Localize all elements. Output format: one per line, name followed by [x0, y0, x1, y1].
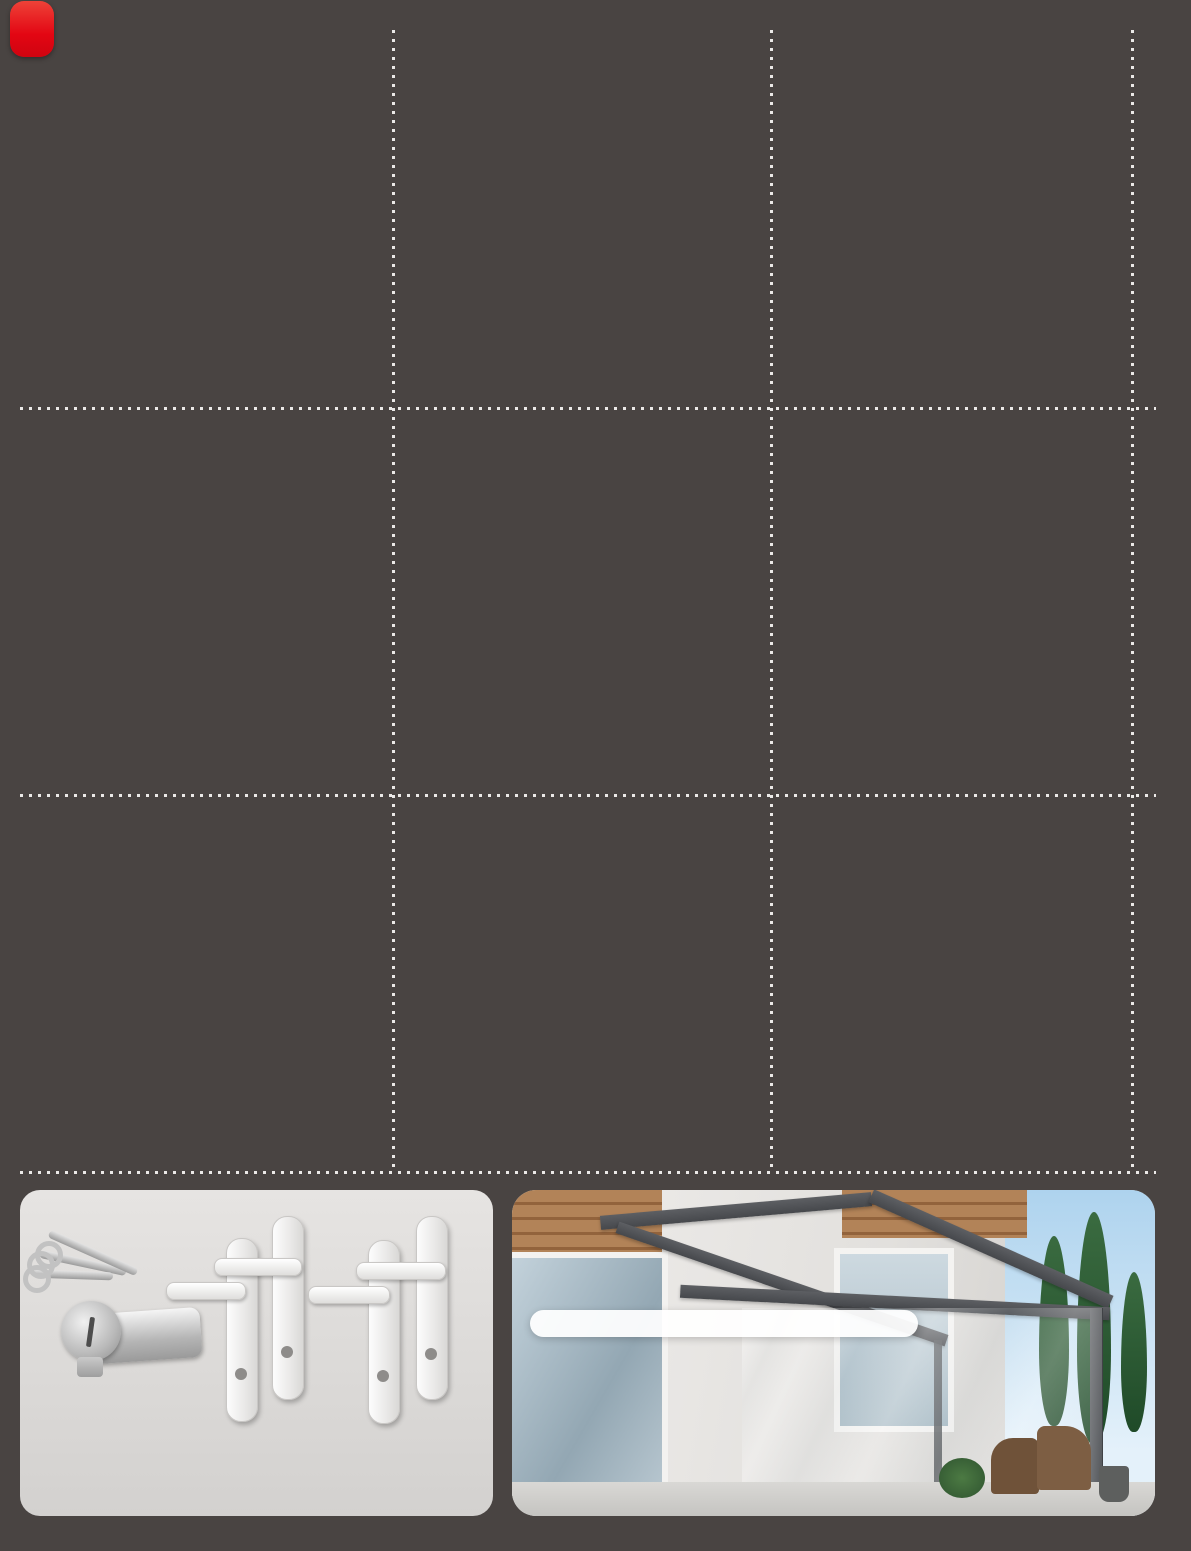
divider — [20, 407, 1156, 410]
plant — [939, 1458, 985, 1498]
chair — [1037, 1426, 1091, 1490]
cylinder-image — [25, 1245, 220, 1390]
house-window — [512, 1252, 668, 1496]
divider — [20, 1171, 1156, 1174]
offer-title — [38, 1473, 204, 1501]
chair — [991, 1438, 1039, 1494]
divider — [392, 30, 395, 1171]
handle-set-image — [342, 1216, 497, 1436]
handle-set-image — [210, 1216, 342, 1436]
divider — [770, 30, 773, 1171]
handle-set-offer-1 — [208, 1501, 338, 1504]
terrace-photo — [512, 1190, 1155, 1516]
profile-cylinder-offer — [38, 1473, 204, 1504]
divider — [1131, 30, 1134, 1171]
dont-forget-banner — [10, 1, 54, 57]
handle-set-offer-2 — [350, 1501, 498, 1504]
divider — [20, 794, 1156, 797]
plant-pot — [1099, 1466, 1129, 1502]
dont-forget-section — [20, 1190, 493, 1516]
canopy-offer — [530, 1310, 918, 1337]
